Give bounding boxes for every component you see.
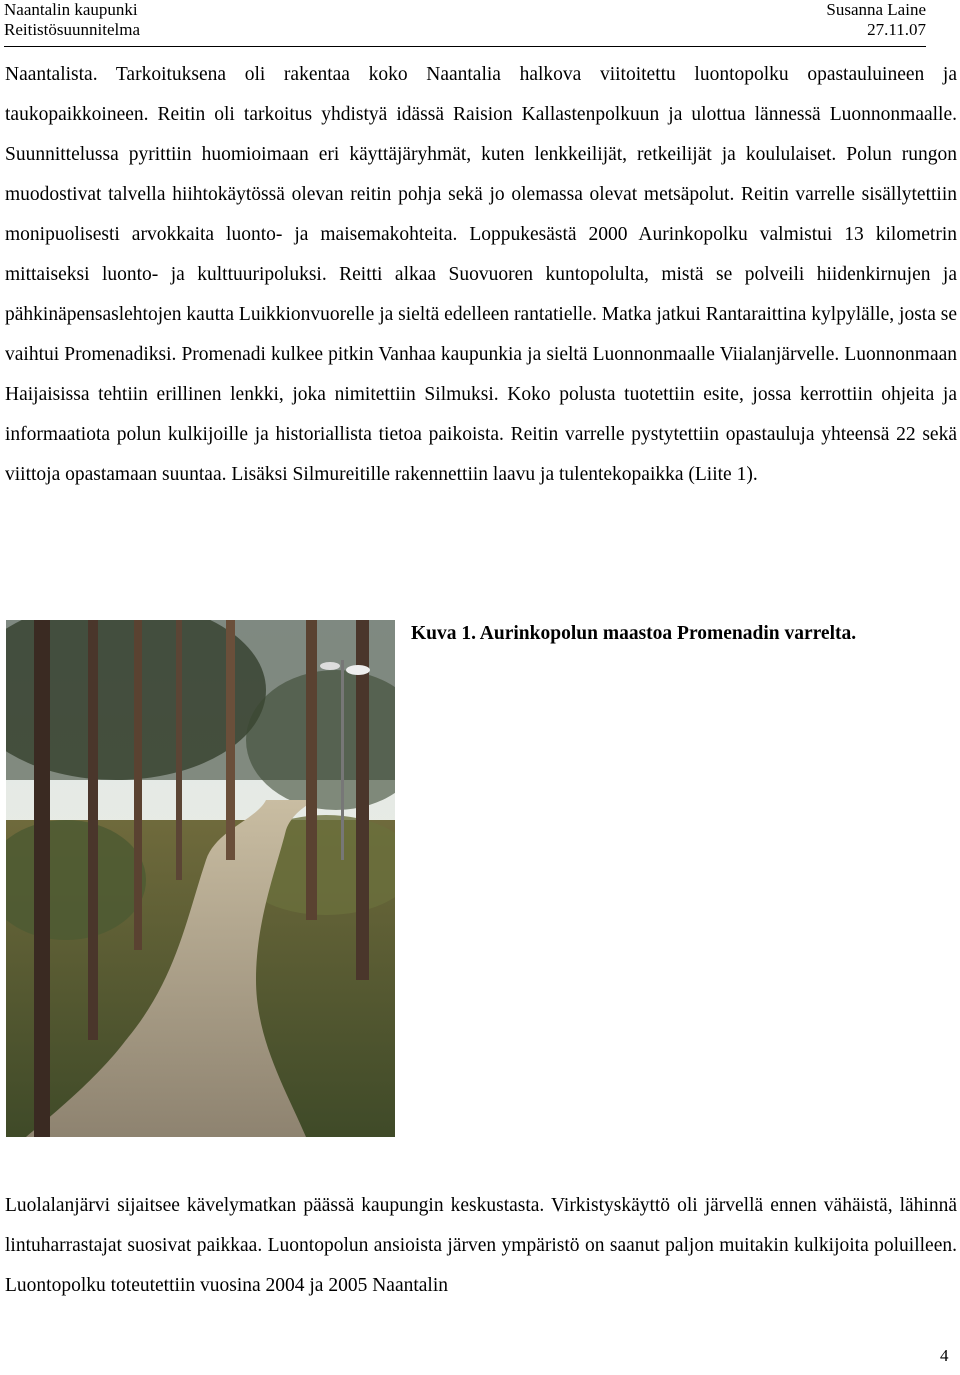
header-author: Susanna Laine: [826, 0, 926, 19]
body-paragraph-1: Naantalista. Tarkoituksena oli rakentaa koko Naantalia halkova viitoitettu luontopolku opastauluineen ja taukopaikkoineen. Reitin oli tarkoitus yhdistyä idässä Raision Kallastenpolkuun ja ulottua lännessä Luonnonmaalle. Suunnittelussa pyrittiin huomioimaan eri käyttäjäryhmät, kuten lenkkeilijät, retkeilijät ja koululaiset. Polun rungon muodostivat talvella hiihtokäytössä olevan reitin pohja sekä jo olemassa olevat metsäpolut. Reitin varrelle sisällytettiin monipuolisesti arvokkaita luonto- ja maisemakohteita. Loppukesästä 2000 Aurinkopolku valmistui 13 kilometrin mittaiseksi luonto- ja kulttuuripoluksi. Reitti alkaa Suovuoren kuntopolulta, mistä se polveili hiidenkirnujen ja pähkinäpensaslehtojen kautta Luikkionvuorelle ja sieltä edelleen rantatielle. Matka jatkui Rantaraittina kylpylälle, josta se vaihtui Promenadiksi. Promenadi kulkee pitkin Vanhaa kaupunkia ja sieltä Luonnonmaalle Viialanjärvelle. Luonnonmaan Haijaisissa tehtiin erillinen lenkki, joka nimitettiin Silmuksi. Koko polusta tuotettiin esite, jossa kerrottiin ohjeita ja informaatiota polun kulkijoille ja historiallista tietoa paikoista. Reitin varrelle pystytettiin opastauluja yhteensä 22 sekä viittoja opastamaan suuntaa. Lisäksi Silmureitille rakennettiin laavu ja tulentekopaikka (Liite 1).: [5, 64, 957, 485]
header-document-title: Reitistösuunnitelma: [4, 20, 140, 39]
figure-caption: Kuva 1. Aurinkopolun maastoa Promenadin varrelta.: [411, 623, 857, 644]
header-organization: Naantalin kaupunki: [4, 0, 138, 19]
body-paragraph-2: Luolalanjärvi sijaitsee kävelymatkan päässä kaupungin keskustasta. Virkistyskäyttö oli järvellä ennen vähäistä, lähinnä lintuharrastajat suosivat paikkaa. Luontopolun ansioista järven ympäristö on saanut paljon muitakin kulkijoita poluilleen. Luontopolku toteutettiin vuosina 2004 ja 2005 Naantalin: [5, 1195, 957, 1296]
page-header: [4, 0, 926, 47]
header-date: 27.11.07: [867, 20, 926, 39]
page-number: 4: [940, 1346, 949, 1365]
trail-photo: [6, 620, 395, 1137]
